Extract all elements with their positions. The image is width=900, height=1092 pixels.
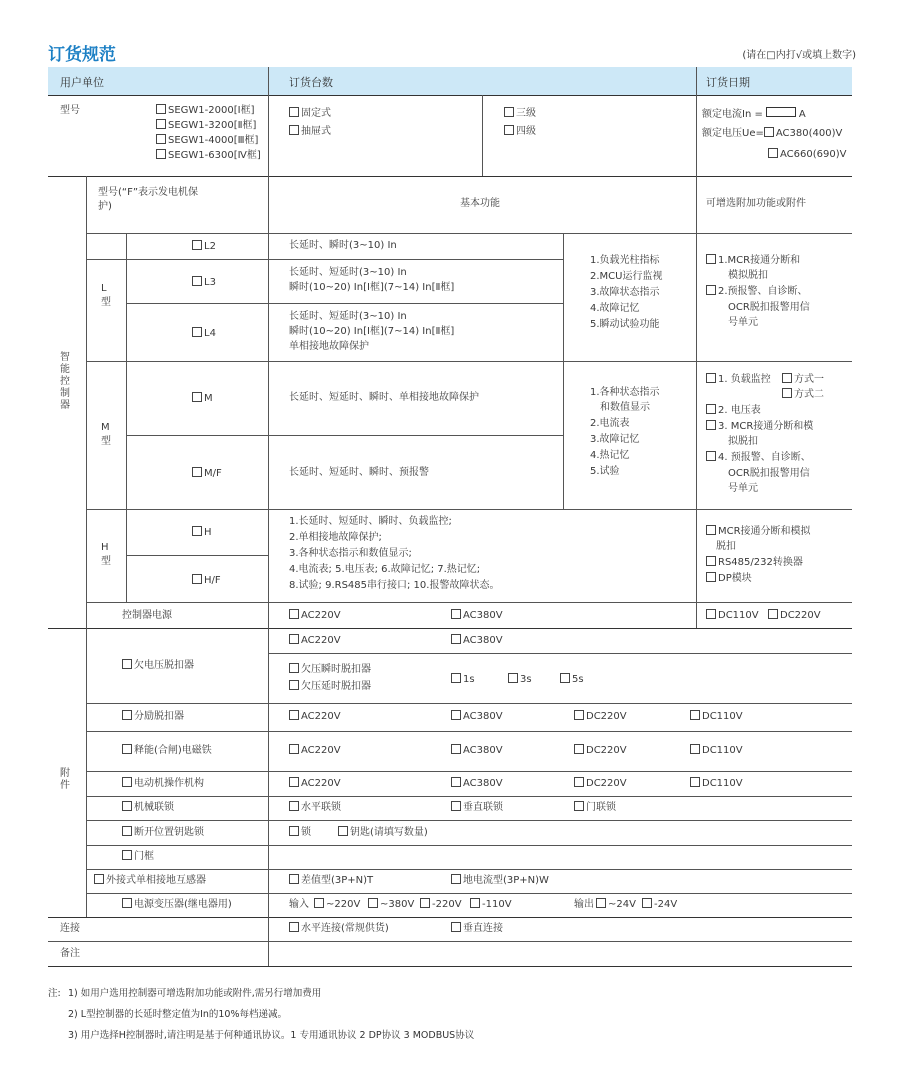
power-checkbox[interactable]: AC220V xyxy=(289,609,341,623)
interlock-type-checkbox[interactable]: 垂直联锁 xyxy=(451,801,503,815)
pt-output-label: 输出 xyxy=(574,899,594,910)
interlock-type-checkbox[interactable]: 水平联锁 xyxy=(289,801,341,815)
l-feature: 5.瞬动试验功能 xyxy=(590,319,660,330)
l-feature: 2.MCU运行监视 xyxy=(590,271,663,282)
header-order-qty: 订货台数 xyxy=(289,76,333,89)
l-extra-text: 模拟脱扣 xyxy=(728,270,768,281)
page-title: 订货规范 xyxy=(48,45,116,65)
note-1: 1) 如用户选用控制器可增选附加功能或附件,需另行增加费用 xyxy=(68,988,322,999)
h-desc: 8.试验; 9.RS485串行接口; 10.报警故障状态。 xyxy=(289,580,500,591)
divider xyxy=(86,893,852,894)
divider xyxy=(563,233,564,509)
l-extra-checkbox[interactable]: 2.预报警、自诊断、 xyxy=(706,285,808,299)
h-type-label: H型 xyxy=(101,542,111,567)
pt-input-label: 输入 xyxy=(289,899,309,910)
uv-delay-checkbox[interactable]: 欠压延时脱扣器 xyxy=(289,680,371,694)
frame-checkbox[interactable]: SEGW1-2000[Ⅰ框] xyxy=(156,104,254,118)
pt-input-checkbox[interactable]: -110V xyxy=(470,898,512,912)
h-checkbox[interactable]: H xyxy=(192,526,212,540)
hf-checkbox[interactable]: H/F xyxy=(192,574,221,588)
rated-voltage: 额定电压Ue= AC380(400)V xyxy=(702,128,843,139)
door-frame-checkbox[interactable]: 门框 xyxy=(122,850,154,864)
mount-checkbox[interactable]: 固定式 xyxy=(289,107,331,121)
interlock-type-checkbox[interactable]: 门联锁 xyxy=(574,801,616,815)
l-feature: 1.负载光柱指标 xyxy=(590,255,660,266)
undervoltage-checkbox[interactable]: 欠电压脱扣器 xyxy=(122,659,194,673)
power-checkbox[interactable]: DC220V xyxy=(768,609,821,623)
divider xyxy=(126,233,127,602)
motor-voltage-checkbox[interactable]: AC220V xyxy=(289,777,341,791)
mechanical-interlock-checkbox[interactable]: 机械联锁 xyxy=(122,801,174,815)
l-extra-checkbox[interactable]: 1.MCR接通分断和 xyxy=(706,254,800,268)
l4-desc: 长延时、短延时(3~10) In xyxy=(289,311,407,322)
ct-type-checkbox[interactable]: 差值型(3P+N)T xyxy=(289,874,373,888)
h-extra-checkbox[interactable]: RS485/232转换器 xyxy=(706,556,803,570)
l3-desc: 长延时、短延时(3~10) In xyxy=(289,267,407,278)
divider xyxy=(86,771,852,772)
uv-time-checkbox[interactable]: 5s xyxy=(560,673,584,687)
fill-hint: (请在□内打√或填上数字) xyxy=(742,50,856,61)
m-extra-checkbox[interactable]: 4. 预报警、自诊断、 xyxy=(706,451,811,465)
shunt-voltage-checkbox[interactable]: DC110V xyxy=(690,710,743,724)
closing-magnet-checkbox[interactable]: 释能(合闸)电磁铁 xyxy=(122,744,212,758)
uv-time-checkbox[interactable]: 3s xyxy=(508,673,532,687)
m-extra-text: 拟脱扣 xyxy=(728,436,758,447)
m-extra-mode-checkbox[interactable]: 方式二 xyxy=(782,388,824,402)
motor-operator-checkbox[interactable]: 电动机操作机构 xyxy=(122,777,204,791)
m-feature: 5.试验 xyxy=(590,466,620,477)
connection-checkbox[interactable]: 垂直连接 xyxy=(451,922,503,936)
l2-desc: 长延时、瞬时(3~10) In xyxy=(289,240,397,251)
ct-type-checkbox[interactable]: 地电流型(3P+N)W xyxy=(451,874,549,888)
m-extra-text: OCR脱扣报警用信 xyxy=(728,468,810,479)
m-extra-text: 号单元 xyxy=(728,483,758,494)
divider xyxy=(48,176,852,177)
power-checkbox[interactable]: DC110V xyxy=(706,609,759,623)
m-extra-mode-checkbox[interactable]: 方式一 xyxy=(782,373,824,387)
ground-ct-checkbox[interactable]: 外接式单相接地互感器 xyxy=(94,874,206,888)
motor-voltage-checkbox[interactable]: DC110V xyxy=(690,777,743,791)
divider xyxy=(86,796,852,797)
rated-current: 额定电流In = A xyxy=(702,109,806,120)
voltage-checkbox[interactable]: AC380(400)V xyxy=(764,128,842,139)
divider xyxy=(696,67,697,176)
divider xyxy=(126,303,563,304)
controller-model-col: 型号(“F”表示发电机保护) xyxy=(98,187,199,212)
pt-input-checkbox[interactable]: -220V xyxy=(420,898,462,912)
divider xyxy=(86,731,852,732)
closing-voltage-checkbox[interactable]: AC220V xyxy=(289,744,341,758)
divider xyxy=(86,361,852,362)
h-desc: 1.长延时、短延时、瞬时、负载监控; xyxy=(289,516,452,527)
frame-checkbox[interactable]: SEGW1-6300[Ⅳ框] xyxy=(156,149,261,163)
closing-voltage-checkbox[interactable]: DC110V xyxy=(690,744,743,758)
frame-checkbox[interactable]: SEGW1-4000[Ⅲ框] xyxy=(156,134,258,148)
divider xyxy=(86,176,87,917)
controller-power-label: 控制器电源 xyxy=(122,610,172,621)
header-order-date: 订货日期 xyxy=(706,76,750,89)
rated-current-field[interactable] xyxy=(766,107,796,117)
h-extra-checkbox[interactable]: DP模块 xyxy=(706,572,752,586)
closing-voltage-checkbox[interactable]: DC220V xyxy=(574,744,627,758)
motor-voltage-checkbox[interactable]: AC380V xyxy=(451,777,503,791)
voltage-checkbox[interactable]: AC660(690)V xyxy=(768,148,846,162)
m-checkbox[interactable]: M xyxy=(192,392,213,406)
h-desc: 4.电流表; 5.电压表; 6.故障记忆; 7.热记忆; xyxy=(289,564,481,575)
level-checkbox[interactable]: 三级 xyxy=(504,107,536,121)
divider xyxy=(268,653,852,654)
closing-voltage-checkbox[interactable]: AC380V xyxy=(451,744,503,758)
connection-checkbox[interactable]: 水平连接(常规供货) xyxy=(289,922,389,936)
divider xyxy=(126,555,268,556)
divider xyxy=(86,233,852,234)
l3-desc: 瞬时(10~20) In[Ⅰ框](7~14) In[Ⅱ框] xyxy=(289,282,455,293)
m-feature: 2.电流表 xyxy=(590,418,630,429)
model-label: 型号 xyxy=(60,105,80,116)
h-extra-checkbox[interactable]: MCR接通分断和模拟 xyxy=(706,525,811,539)
divider xyxy=(48,941,852,942)
divider xyxy=(86,869,852,870)
l-type-label: L型 xyxy=(101,283,111,308)
note-2: 2) L型控制器的长延时整定值为In的10%每档递减。 xyxy=(68,1009,288,1020)
l4-desc: 单相接地故障保护 xyxy=(289,341,369,352)
connection-label: 连接 xyxy=(60,923,80,934)
remark-label: 备注 xyxy=(60,948,80,959)
mf-desc: 长延时、短延时、瞬时、预报警 xyxy=(289,467,429,478)
l3-checkbox[interactable]: L3 xyxy=(192,276,216,290)
basic-function-col: 基本功能 xyxy=(460,198,500,209)
l-feature: 4.故障记忆 xyxy=(590,303,640,314)
divider xyxy=(482,95,483,176)
level-checkbox[interactable]: 四级 xyxy=(504,125,536,139)
lock-checkbox[interactable]: 锁 xyxy=(289,826,311,840)
power-transformer-checkbox[interactable]: 电源变压器(继电器用) xyxy=(122,898,232,912)
divider xyxy=(268,67,269,966)
divider xyxy=(48,95,852,96)
m-feature: 3.故障记忆 xyxy=(590,434,640,445)
l-feature: 3.故障状态指示 xyxy=(590,287,660,298)
divider xyxy=(86,845,852,846)
notes-prefix: 注: xyxy=(48,988,61,999)
m-feature: 4.热记忆 xyxy=(590,450,630,461)
motor-voltage-checkbox[interactable]: DC220V xyxy=(574,777,627,791)
key-checkbox[interactable]: 钥匙(请填写数量) xyxy=(338,826,428,840)
header-user-unit: 用户单位 xyxy=(60,76,104,89)
controller-group-label: 智能控制器 xyxy=(60,352,70,411)
pt-input-checkbox[interactable]: ~380V xyxy=(368,898,414,912)
divider xyxy=(86,509,852,510)
uv-instant-checkbox[interactable]: 欠压瞬时脱扣器 xyxy=(289,663,371,677)
uv-voltage-checkbox[interactable]: AC380V xyxy=(451,634,503,648)
l4-desc: 瞬时(10~20) In[Ⅰ框](7~14) In[Ⅱ框] xyxy=(289,326,455,337)
uv-voltage-checkbox[interactable]: AC220V xyxy=(289,634,341,648)
l2-checkbox[interactable]: L2 xyxy=(192,240,216,254)
accessories-group-label: 附件 xyxy=(60,768,70,791)
divider xyxy=(86,602,852,603)
divider xyxy=(696,176,697,628)
m-extra-checkbox[interactable]: 2. 电压表 xyxy=(706,404,761,418)
shunt-voltage-checkbox[interactable]: AC380V xyxy=(451,710,503,724)
l4-checkbox[interactable]: L4 xyxy=(192,327,216,341)
key-lock-checkbox[interactable]: 断开位置钥匙锁 xyxy=(122,826,204,840)
mount-checkbox[interactable]: 抽屉式 xyxy=(289,125,331,139)
h-desc: 2.单相接地故障保护; xyxy=(289,532,382,543)
h-extra-text: 脱扣 xyxy=(716,541,736,552)
shunt-release-checkbox[interactable]: 分励脱扣器 xyxy=(122,710,184,724)
l-extra-text: 号单元 xyxy=(728,317,758,328)
m-type-label: M型 xyxy=(101,422,111,447)
pt-input-checkbox[interactable]: ~220V xyxy=(314,898,360,912)
m-extra-checkbox[interactable]: 3. MCR接通分断和模 xyxy=(706,420,813,434)
shunt-voltage-checkbox[interactable]: DC220V xyxy=(574,710,627,724)
uv-time-checkbox[interactable]: 1s xyxy=(451,673,475,687)
pt-output-checkbox[interactable]: -24V xyxy=(642,898,677,912)
m-feature: 和数值显示 xyxy=(600,402,650,413)
note-3: 3) 用户选择H控制器时,请注明是基于何种通讯协议。1 专用通讯协议 2 DP协议 3 MODBUS协议 xyxy=(68,1030,475,1041)
divider xyxy=(86,703,852,704)
divider xyxy=(126,435,563,436)
extra-function-col: 可增选附加功能或附件 xyxy=(706,198,806,209)
m-feature: 1.各种状态指示 xyxy=(590,387,660,398)
m-desc: 长延时、短延时、瞬时、单相接地故障保护 xyxy=(289,392,479,403)
l-extra-text: OCR脱扣报警用信 xyxy=(728,302,810,313)
m-extra-checkbox[interactable]: 1. 负载监控 xyxy=(706,373,771,387)
divider xyxy=(48,917,852,918)
divider xyxy=(48,966,852,967)
power-checkbox[interactable]: AC380V xyxy=(451,609,503,623)
shunt-voltage-checkbox[interactable]: AC220V xyxy=(289,710,341,724)
divider xyxy=(48,628,852,629)
h-desc: 3.各种状态指示和数值显示; xyxy=(289,548,412,559)
divider xyxy=(86,259,563,260)
mf-checkbox[interactable]: M/F xyxy=(192,467,222,481)
frame-checkbox[interactable]: SEGW1-3200[Ⅱ框] xyxy=(156,119,256,133)
pt-output-checkbox[interactable]: ~24V xyxy=(596,898,636,912)
divider xyxy=(86,820,852,821)
